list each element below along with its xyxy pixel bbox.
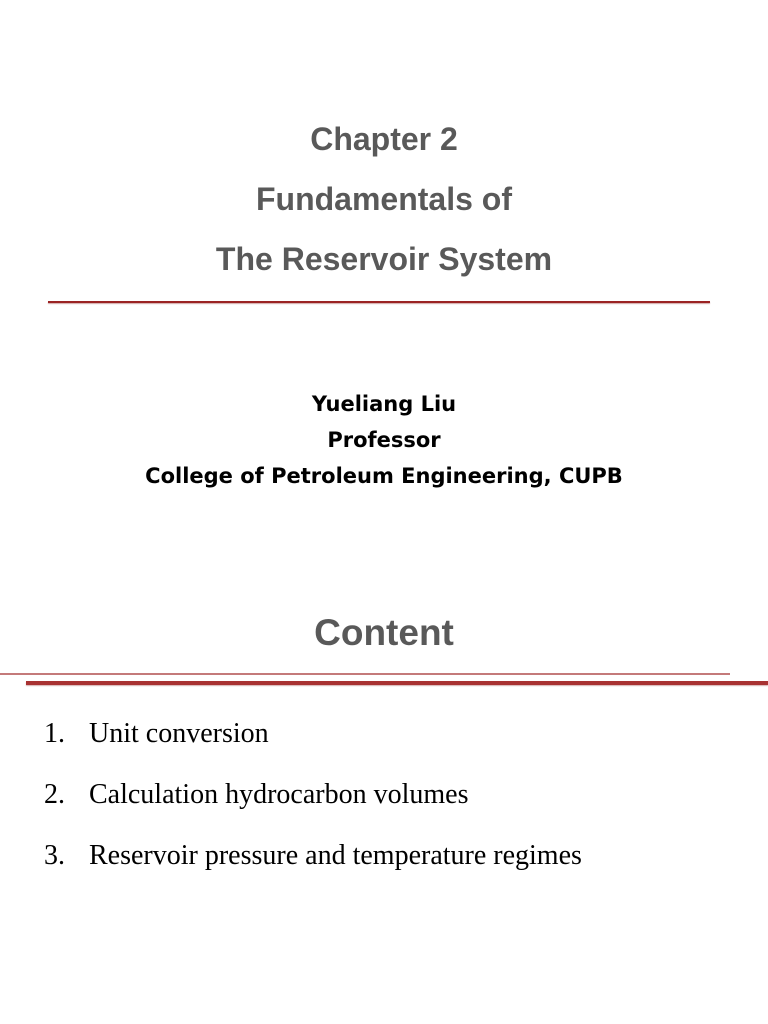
chapter-title-line-3: The Reservoir System <box>215 241 553 277</box>
list-item-number: 2. <box>44 779 65 810</box>
content-list-item <box>44 714 269 754</box>
list-item-text: Calculation hydrocarbon volumes <box>89 779 469 810</box>
author-position: Professor <box>327 428 441 452</box>
chapter-title-line-2: Fundamentals of <box>255 181 512 217</box>
author-name: Yueliang Liu <box>311 392 457 416</box>
list-item-number: 1. <box>44 718 65 749</box>
content-divider-thin <box>0 673 730 675</box>
title-divider <box>48 301 710 303</box>
content-list-item <box>44 775 468 815</box>
list-item-text: Unit conversion <box>89 718 269 749</box>
list-item-text: Reservoir pressure and temperature regimes <box>89 840 582 871</box>
list-item-number: 3. <box>44 840 65 871</box>
content-list-item <box>44 836 582 876</box>
content-divider-thick <box>26 681 768 685</box>
chapter-title-line-1: Chapter 2 <box>310 121 458 157</box>
author-affiliation: College of Petroleum Engineering, CUPB <box>145 464 623 488</box>
content-heading: Content <box>314 612 454 653</box>
